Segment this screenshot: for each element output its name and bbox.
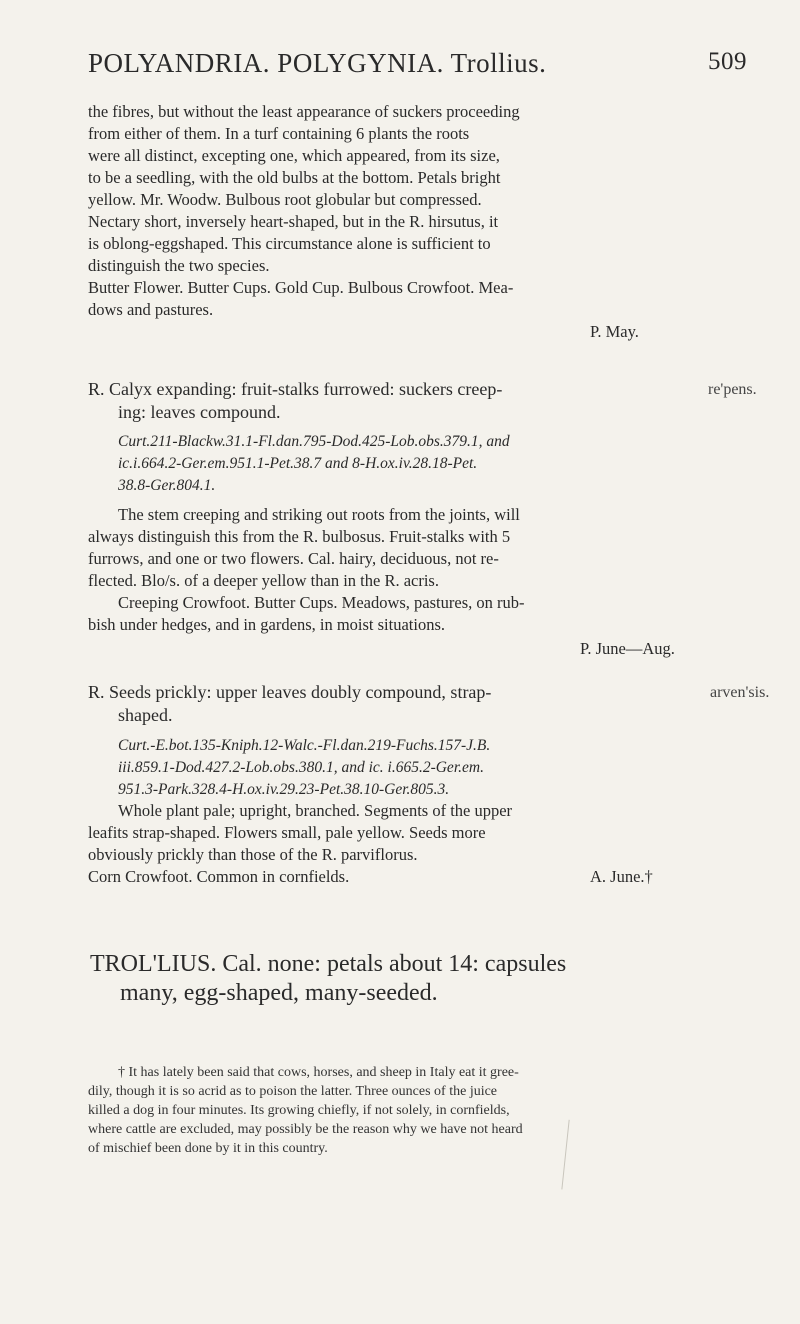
text-line: were all distinct, excepting one, which appeared, from its size, (88, 146, 500, 165)
page-number: 509 (708, 48, 747, 75)
text-line: is oblong-eggshaped. This circumstance alone is sufficient to (88, 234, 491, 253)
entry-arvensis-references (118, 735, 738, 801)
page-header (88, 48, 788, 88)
text-line: the fibres, but without the least appearance of suckers proceeding (88, 102, 520, 121)
text-line: always distinguish this from the R. bulbosus. Fruit-stalks with 5 (88, 527, 511, 546)
diagnosis-line: R. Seeds prickly: upper leaves doubly compound, strap- (88, 682, 492, 702)
text-line: Nectary short, inversely heart-shaped, but in the R. hirsutus, it (88, 212, 499, 231)
flowering-time: P. June—Aug. (580, 639, 675, 658)
text-line: Whole plant pale; upright, branched. Segments of the upper (118, 801, 513, 820)
text-line: yellow. Mr. Woodw. Bulbous root globular but compressed. (88, 190, 482, 209)
text-line: Creeping Crowfoot. Butter Cups. Meadows, pastures, on rub- (118, 593, 525, 612)
reference-line: 951.3-Park.328.4-H.ox.iv.29.23-Pet.38.10-Ger.805.3. (118, 781, 450, 798)
entry-repens-description (88, 504, 728, 636)
genus-line: many, egg-shaped, many-seeded. (120, 980, 438, 1006)
footnote-line: dily, though it is so acrid as to poison the latter. Three ounces of the juice (88, 1084, 498, 1099)
footnote (88, 1063, 688, 1158)
margin-species-name: arven'sis. (710, 684, 770, 701)
text-line: The stem creeping and striking out roots from the joints, will (118, 505, 520, 524)
text-line: obviously prickly than those of the R. parviflorus. (88, 845, 418, 864)
text-line: Butter Flower. Butter Cups. Gold Cup. Bulbous Crowfoot. Mea- (88, 278, 514, 297)
entry-repens-diagnosis (88, 378, 728, 424)
text-line: from either of them. In a turf containing 6 plants the roots (88, 124, 470, 143)
text-line: flected. Blo/s. of a deeper yellow than in the R. acris. (88, 571, 439, 590)
genus-line: TROL'LIUS. Cal. none: petals about 14: capsules (90, 951, 567, 977)
diagnosis-line: ing: leaves compound. (118, 402, 281, 422)
text-line: Corn Crowfoot. Common in cornfields. (88, 867, 350, 886)
margin-species-name: re'pens. (708, 381, 757, 398)
text-line: to be a seedling, with the old bulbs at the bottom. Petals bright (88, 168, 501, 187)
flowering-time: P. May. (590, 322, 639, 341)
reference-line: Curt.-E.bot.135-Kniph.12-Walc.-Fl.dan.219-Fuchs.157-J.B. (118, 737, 491, 754)
text-line: leafits strap-shaped. Flowers small, pale yellow. Seeds more (88, 823, 486, 842)
diagnosis-line: R. Calyx expanding: fruit-stalks furrowed: suckers creep- (88, 379, 503, 399)
entry-bulbosus-continuation (88, 101, 728, 321)
footnote-line: of mischief been done by it in this country. (88, 1141, 328, 1156)
footnote-line: where cattle are excluded, may possibly be the reason why we have not heard (88, 1122, 523, 1137)
entry-arvensis-diagnosis (88, 681, 728, 727)
reference-line: Curt.211-Blackw.31.1-Fl.dan.795-Dod.425-Lob.obs.379.1, and (118, 433, 510, 450)
entry-repens-references (118, 431, 738, 497)
diagnosis-line: shaped. (118, 705, 173, 725)
text-line: bish under hedges, and in gardens, in moist situations. (88, 615, 445, 634)
footnote-line: † It has lately been said that cows, horses, and sheep in Italy eat it gree- (118, 1065, 519, 1080)
flowering-time: A. June.† (590, 867, 653, 886)
text-line: dows and pastures. (88, 300, 214, 319)
reference-line: iii.859.1-Dod.427.2-Lob.obs.380.1, and ic. i.665.2-Ger.em. (118, 759, 484, 776)
reference-line: 38.8-Ger.804.1. (118, 477, 216, 494)
footnote-line: killed a dog in four minutes. Its growing chiefly, if not solely, in cornfields, (88, 1103, 510, 1118)
genus-heading-trollius (90, 950, 690, 1008)
reference-line: ic.i.664.2-Ger.em.951.1-Pet.38.7 and 8-H.ox.iv.28.18-Pet. (118, 455, 478, 472)
text-line: furrows, and one or two flowers. Cal. hairy, deciduous, not re- (88, 549, 499, 568)
running-title: POLYANDRIA. POLYGYNIA. Trollius. (88, 48, 547, 78)
text-line: distinguish the two species. (88, 256, 270, 275)
